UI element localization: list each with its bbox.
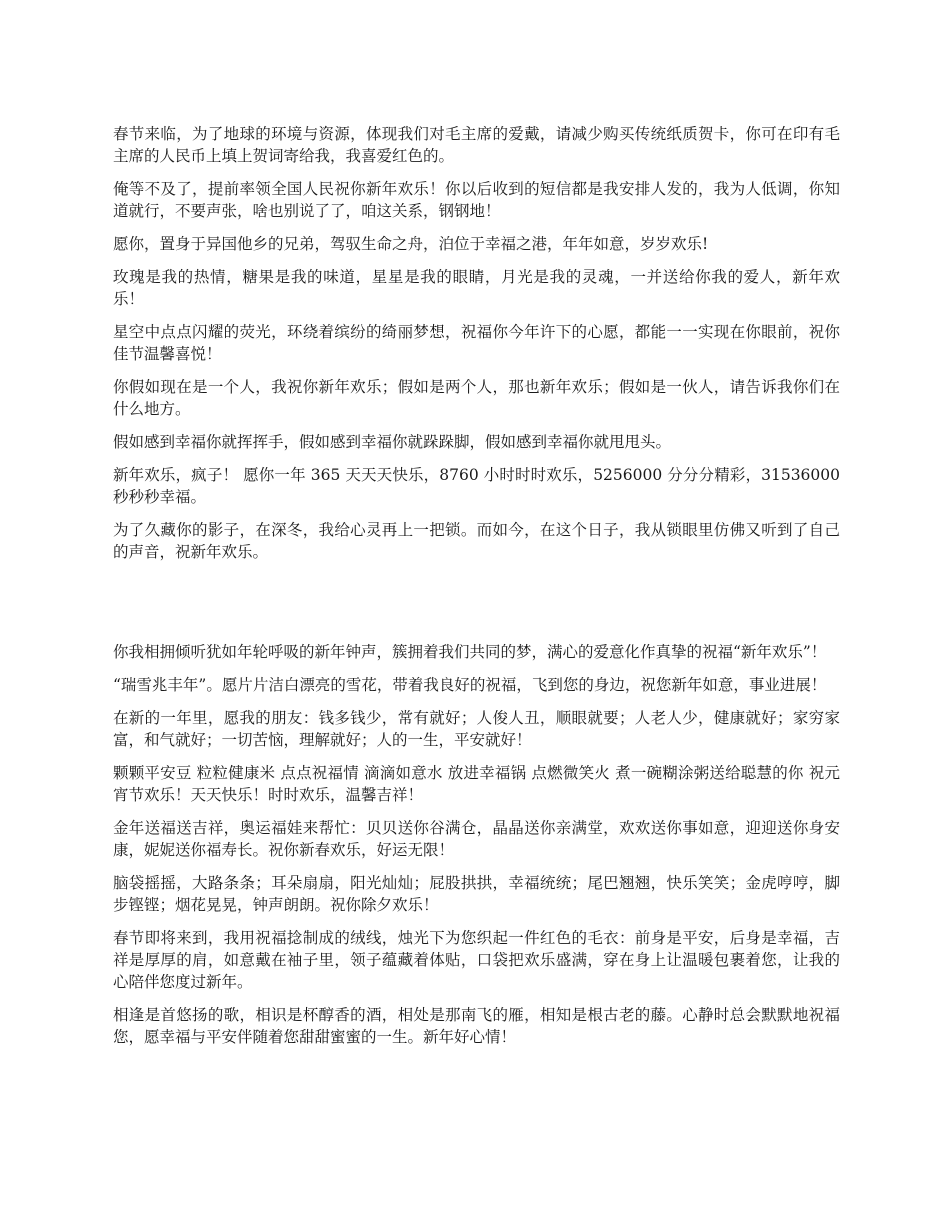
- paragraph: “瑞雪兆丰年”。愿片片洁白漂亮的雪花，带着我良好的祝福，飞到您的身边，祝您新年如意，事业进展！: [113, 676, 827, 694]
- paragraph: 春节即将来到，我用祝福捻制成的绒线，烛光下为您织起一件红色的毛衣：前身是平安，后身是幸福，吉祥是厚厚的肩，如意戴在袖子里，领子蕴藏着体贴，口袋把欢乐盛满，穿在身上让温暖包裹着您，让我的心陪伴您度过新年。: [113, 929, 840, 991]
- paragraph: 颗颗平安豆 粒粒健康米 点点祝福情 滴滴如意水 放进幸福锅 点燃微笑火 煮一碗糊涂粥送给聪慧的你 祝元宵节欢乐！天天快乐！时时欢乐，温馨吉祥！: [113, 764, 840, 804]
- paragraph: 你我相拥倾听犹如年轮呼吸的新年钟声，簇拥着我们共同的梦，满心的爱意化作真挚的祝福“新年欢乐”！: [113, 643, 827, 661]
- paragraph: 玫瑰是我的热情，糖果是我的味道，星星是我的眼睛，月光是我的灵魂，一并送给你我的爱人，新年欢乐！: [113, 268, 840, 308]
- paragraph: 新年欢乐，疯子！ 愿你一年 365 天天天快乐，8760 小时时时欢乐，5256000 分分分精彩，31536000 秒秒秒幸福。: [113, 466, 840, 506]
- paragraph: 为了久藏你的影子，在深冬，我给心灵再上一把锁。而如今，在这个日子，我从锁眼里仿佛又听到了自己的声音，祝新年欢乐。: [113, 521, 840, 561]
- paragraph: 愿你，置身于异国他乡的兄弟，驾驭生命之舟，泊位于幸福之港，年年如意，岁岁欢乐!: [113, 235, 709, 253]
- paragraph: 相逢是首悠扬的歌，相识是杯醇香的酒，相处是那南飞的雁，相知是根古老的藤。心静时总会默默地祝福您，愿幸福与平安伴随着您甜甜蜜蜜的一生。新年好心情！: [113, 1006, 840, 1046]
- paragraph: 星空中点点闪耀的荧光，环绕着缤纷的绮丽梦想，祝福你今年许下的心愿，都能一一实现在你眼前，祝你佳节温馨喜悦！: [113, 323, 840, 363]
- paragraph: 假如感到幸福你就挥挥手，假如感到幸福你就跺跺脚，假如感到幸福你就甩甩头。: [113, 433, 672, 451]
- paragraph: 春节来临，为了地球的环境与资源，体现我们对毛主席的爱戴，请减少购买传统纸质贺卡，你可在印有毛主席的人民币上填上贺词寄给我，我喜爱红色的。: [113, 125, 840, 165]
- greetings-section-2: [113, 641, 840, 1059]
- paragraph: 俺等不及了，提前率领全国人民祝你新年欢乐！你以后收到的短信都是我安排人发的，我为人低调，你知道就行，不要声张，啥也别说了了，咱这关系，钢钢地！: [113, 180, 840, 220]
- paragraph: 你假如现在是一个人，我祝你新年欢乐；假如是两个人，那也新年欢乐；假如是一伙人，请告诉我你们在什么地方。: [113, 378, 840, 418]
- greetings-section-1: [113, 123, 840, 574]
- paragraph: 金年送福送吉祥，奥运福娃来帮忙：贝贝送你谷满仓，晶晶送你亲满堂，欢欢送你事如意，迎迎送你身安康，妮妮送你福寿长。祝你新春欢乐，好运无限！: [113, 819, 840, 859]
- paragraph: 在新的一年里，愿我的朋友：钱多钱少，常有就好；人俊人丑，顺眼就要；人老人少，健康就好；家穷家富，和气就好；一切苦恼，理解就好；人的一生，平安就好！: [113, 709, 840, 749]
- paragraph: 脑袋摇摇，大路条条；耳朵扇扇，阳光灿灿；屁股拱拱，幸福统统；尾巴翘翘，快乐笑笑；金虎哼哼，脚步铿铿；烟花晃晃，钟声朗朗。祝你除夕欢乐！: [113, 874, 840, 914]
